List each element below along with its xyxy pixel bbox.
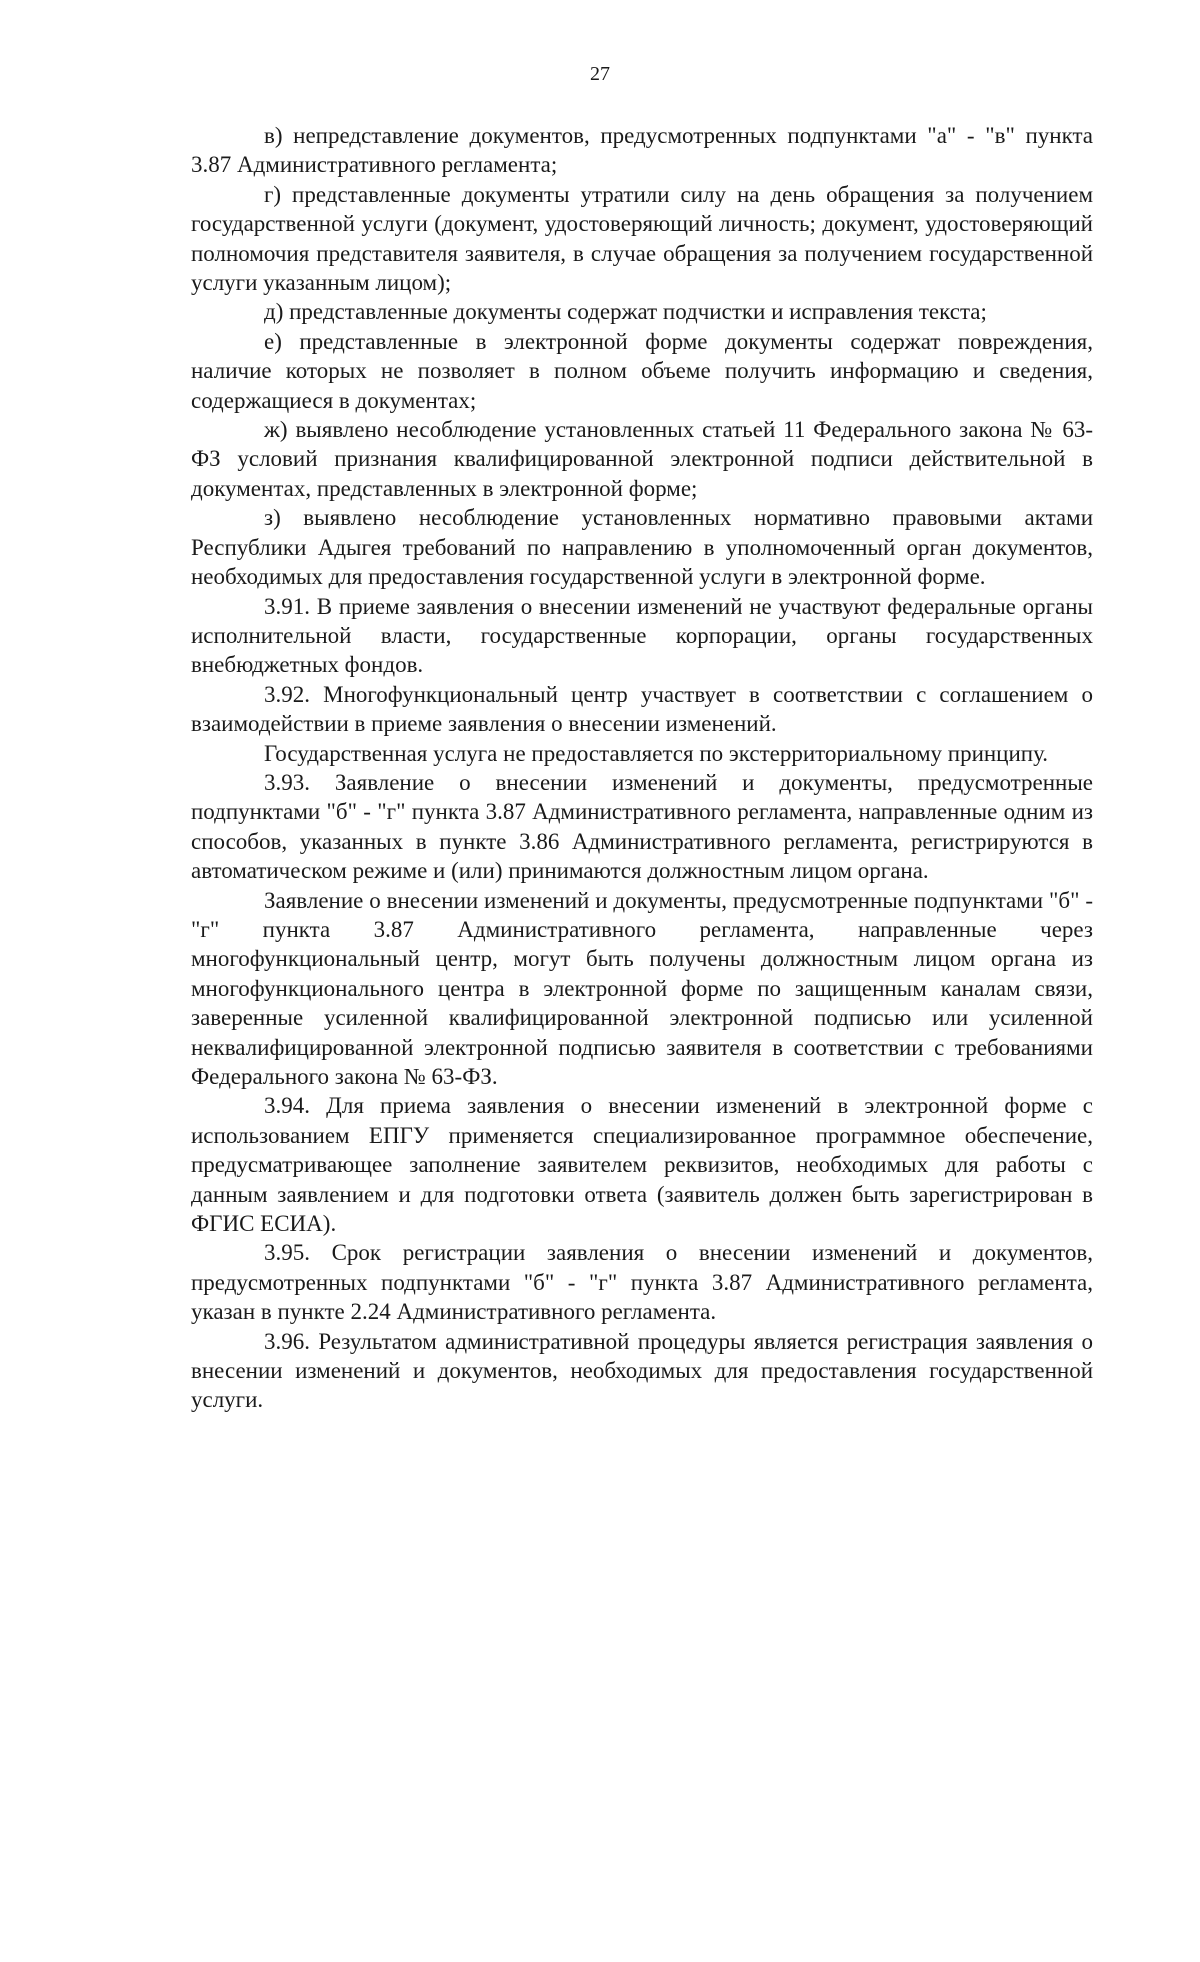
paragraph-3-94: 3.94. Для приема заявления о внесении изменений в электронной форме с использованием ЕПГУ применяется специализированное программное обеспечение, предусматривающее заполнение заявителем реквизитов, необходимых для работы с данным заявлением и для подготовки ответа (заявитель должен быть зарегистрирован в ФГИС ЕСИА). bbox=[191, 1093, 1093, 1237]
paragraph-3-93: 3.93. Заявление о внесении изменений и документы, предусмотренные подпунктами "б" - "г" пункта 3.87 Административного регламента, направленные одним из способов, указанных в пункте 3.86 Административного регламента, регистрируются в автоматическом режиме и (или) принимаются должностным лицом органа. bbox=[191, 769, 1093, 884]
paragraph-z: з) выявлено несоблюдение установленных нормативно правовыми актами Республики Адыгея требований по направлению в уполномоченный орган документов, необходимых для предоставления государственной услуги в электронной форме. bbox=[191, 505, 1093, 590]
paragraph-3-95: 3.95. Срок регистрации заявления о внесении изменений и документов, предусмотренных подпунктами "б" - "г" пункта 3.87 Административного регламента, указан в пункте 2.24 Административного регламента. bbox=[191, 1240, 1093, 1325]
document-body bbox=[191, 121, 1093, 1415]
paragraph-3-96: 3.96. Результатом административной процедуры является регистрация заявления о внесении изменений и документов, необходимых для предоставления государственной услуги. bbox=[191, 1328, 1093, 1413]
paragraph-3-93-mfc: Заявление о внесении изменений и документы, предусмотренные подпунктами "б" - "г" пункта 3.87 Административного регламента, направленные через многофункциональный центр, могут быть получены должностным лицом органа из многофункционального центра в электронной форме по защищенным каналам связи, заверенные усиленной квалифицированной электронной подписью или усиленной неквалифицированной электронной подписью заявителя в соответствии с требованиями Федерального закона № 63-ФЗ. bbox=[191, 887, 1093, 1089]
paragraph-3-91: 3.91. В приеме заявления о внесении изменений не участвуют федеральные органы исполнительной власти, государственные корпорации, органы государственных внебюджетных фондов. bbox=[191, 593, 1093, 678]
paragraph-zh: ж) выявлено несоблюдение установленных статьей 11 Федерального закона № 63-ФЗ условий признания квалифицированной электронной подписи действительной в документах, представленных в электронной форме; bbox=[191, 417, 1093, 501]
paragraph-e: е) представленные в электронной форме документы содержат повреждения, наличие которых не позволяет в полном объеме получить информацию и сведения, содержащиеся в документах; bbox=[191, 328, 1093, 413]
paragraph-v: в) непредставление документов, предусмотренных подпунктами "а" - "в" пункта 3.87 Административного регламента; bbox=[191, 123, 1093, 178]
paragraph-d: д) представленные документы содержат подчистки и исправления текста; bbox=[264, 299, 987, 325]
paragraph-extraterritorial: Государственная услуга не предоставляется по экстерриториальному принципу. bbox=[264, 740, 1049, 766]
paragraph-g: г) представленные документы утратили силу на день обращения за получением государственной услуги (документ, удостоверяющий личность; документ, удостоверяющий полномочия представителя заявителя, в случае обращения за получением государственной услуги указанным лицом); bbox=[191, 181, 1093, 296]
paragraph-3-92: 3.92. Многофункциональный центр участвует в соответствии с соглашением о взаимодействии в приеме заявления о внесении изменений. bbox=[191, 681, 1093, 737]
page-number: 27 bbox=[590, 63, 610, 85]
